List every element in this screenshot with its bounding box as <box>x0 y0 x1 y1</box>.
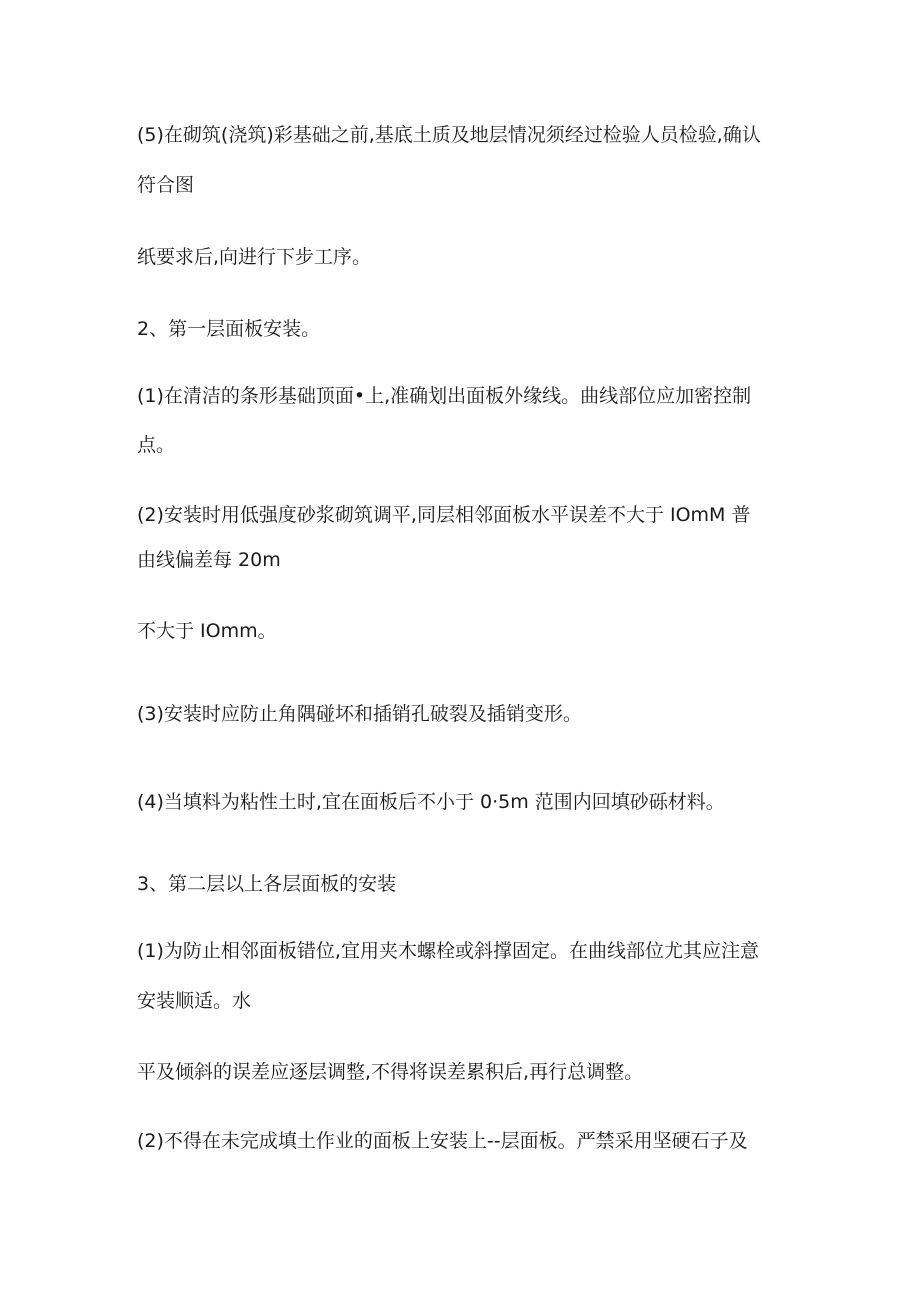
text-line-item5-intro: (5)在砌筑(浇筑)彩基础之前,基底土质及地层情况须经过检验人员检验,确认 <box>137 124 761 146</box>
text-line-s2-item2-end: 不大于 IOmm。 <box>137 620 277 642</box>
section-heading-3: 3、第二层以上各层面板的安装 <box>137 873 397 895</box>
text-line-s2-item2: (2)安装时用低强度砂浆砌筑调平,同层相邻面板水平误差不大于 IOmM 普 <box>137 504 751 526</box>
text-line-s2-item2-cont: 由线偏差每 20m <box>137 549 281 571</box>
text-line-s3-item1: (1)为防止相邻面板错位,宜用夹木螺栓或斜撑固定。在曲线部位尤其应注意 <box>137 940 759 962</box>
section-heading-2: 2、第一层面板安装。 <box>137 318 321 340</box>
text-line-s2-item1-cont: 点。 <box>137 434 176 456</box>
text-line-item5-cont: 符合图 <box>137 174 195 196</box>
text-line-item5-end: 纸要求后,向进行下步工序。 <box>137 246 372 268</box>
text-line-s3-item1-end: 平及倾斜的误差应逐层调整,不得将误差累积后,再行总调整。 <box>137 1061 644 1083</box>
text-line-s3-item2: (2)不得在未完成填土作业的面板上安装上--层面板。严禁采用坚硬石子及 <box>137 1130 748 1152</box>
text-line-s2-item3: (3)安装时应防止角隅碰坏和插销孔破裂及插销变形。 <box>137 703 582 725</box>
text-line-s2-item1: (1)在清洁的条形基础顶面•上,准确划出面板外缘线。曲线部位应加密控制 <box>137 385 752 407</box>
text-line-s2-item4: (4)当填料为粘性土时,宜在面板后不小于 0·5m 范围内回填砂砾材料。 <box>137 791 725 813</box>
text-line-s3-item1-cont: 安装顺适。水 <box>137 990 252 1012</box>
